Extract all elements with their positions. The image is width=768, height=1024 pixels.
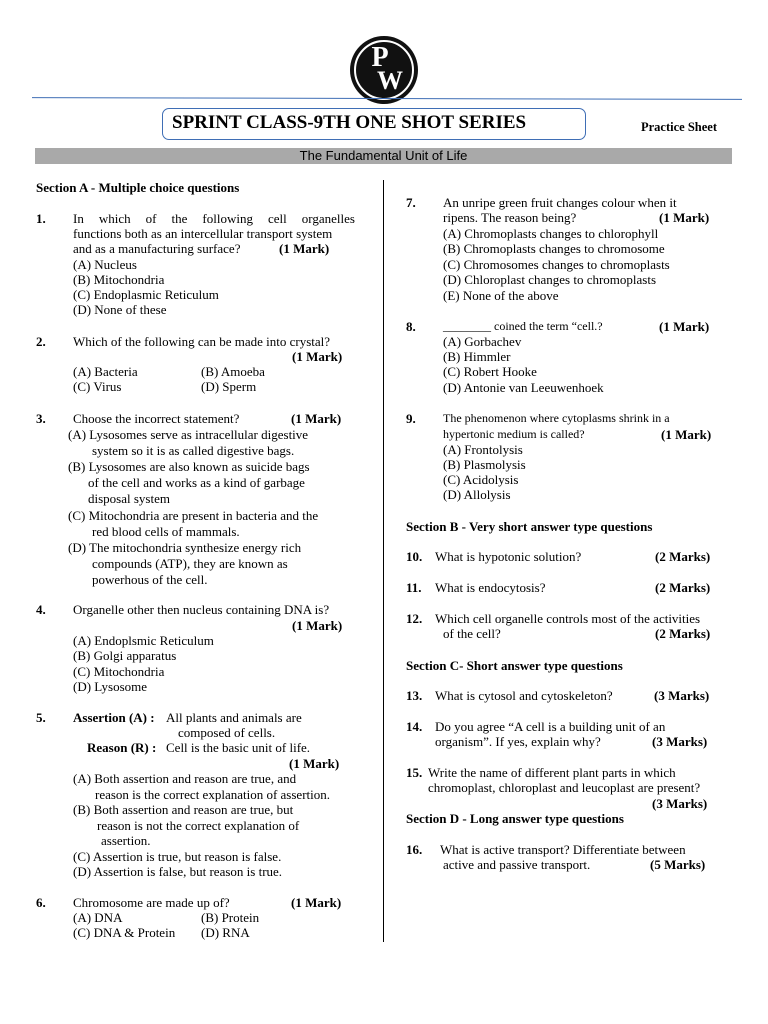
question-text: Which of the following can be made into crystal? [73, 334, 331, 349]
question-text: of the cell? [443, 626, 501, 641]
option: (A) Nucleus [73, 257, 137, 272]
question-text: In which of the following cell organelles [73, 211, 355, 226]
marks-label: (2 Marks) [655, 626, 711, 641]
marks-label: (1 Mark) [659, 210, 710, 225]
question-number: 12. [406, 611, 423, 626]
option: (B) Plasmolysis [443, 457, 526, 472]
statement: powerhous of the cell. [92, 572, 208, 587]
question-text: Do you agree “A cell is a building unit of an [435, 719, 666, 734]
question-text: functions both as an intercellular transport system [73, 226, 333, 241]
option: (D) Allolysis [443, 487, 511, 502]
section-b-heading: Section B - Very short answer type questions [406, 519, 653, 534]
option: (C) Virus [73, 379, 122, 394]
marks-label: (3 Marks) [652, 796, 708, 811]
column-divider [383, 180, 384, 942]
logo-letter-p: P [371, 42, 389, 73]
question-text: Organelle other then nucleus containing DNA is? [73, 602, 330, 617]
pw-logo [350, 36, 418, 104]
question-number: 16. [406, 842, 423, 857]
question-number: 9. [406, 411, 416, 426]
section-a-heading: Section A - Multiple choice questions [36, 180, 240, 195]
question-text: ripens. The reason being? [443, 210, 577, 225]
marks-label: (1 Mark) [661, 427, 712, 442]
option: (D) Lysosome [73, 679, 148, 694]
marks-label: (1 Mark) [291, 411, 342, 426]
question-text: Write the name of different plant parts in which [428, 765, 676, 780]
option: (B) Both assertion and reason are true, but [73, 802, 294, 817]
statement: system so it is as called digestive bags. [92, 443, 295, 458]
option: assertion. [101, 833, 151, 848]
assertion-text: composed of cells. [178, 725, 276, 740]
question-text: active and passive transport. [443, 857, 591, 872]
option: reason is the correct explanation of assertion. [95, 787, 330, 802]
option: (C) Robert Hooke [443, 364, 537, 379]
question-number: 14. [406, 719, 423, 734]
option: (B) Protein [201, 910, 260, 925]
practice-sheet-label: Practice Sheet [641, 120, 718, 134]
question-text: chromoplast, chloroplast and leucoplast are present? [428, 780, 701, 795]
question-text: What is hypotonic solution? [435, 549, 582, 564]
statement: red blood cells of mammals. [92, 524, 240, 539]
question-text: What is active transport? Differentiate between [440, 842, 686, 857]
question-number: 13. [406, 688, 423, 703]
marks-label: (1 Mark) [292, 349, 343, 364]
marks-label: (1 Mark) [289, 756, 340, 771]
marks-label: (1 Mark) [659, 319, 710, 334]
option: (A) Chromoplasts changes to chlorophyll [443, 226, 659, 241]
question-text: What is endocytosis? [435, 580, 546, 595]
marks-label: (5 Marks) [650, 857, 706, 872]
question-text: hypertonic medium is called? [443, 427, 585, 441]
option: (C) Chromosomes changes to chromoplasts [443, 257, 670, 272]
marks-label: (1 Mark) [292, 618, 343, 633]
question-number: 4. [36, 602, 46, 617]
marks-label: (3 Marks) [654, 688, 710, 703]
question-text: and as a manufacturing surface? [73, 241, 241, 256]
question-text: Chromosome are made up of? [73, 895, 230, 910]
marks-label: (2 Marks) [655, 549, 711, 564]
option: (C) Endoplasmic Reticulum [73, 287, 219, 302]
question-text: What is cytosol and cytoskeleton? [435, 688, 613, 703]
question-number: 15. [406, 765, 423, 780]
logo-letter-w: W [377, 66, 403, 95]
question-text: organism”. If yes, explain why? [435, 734, 601, 749]
question-number: 6. [36, 895, 46, 910]
option: (B) Golgi apparatus [73, 648, 177, 663]
section-d-heading: Section D - Long answer type questions [406, 811, 624, 826]
statement: disposal system [88, 491, 170, 506]
question-number: 1. [36, 211, 46, 226]
option: (C) Mitochondria [73, 664, 165, 679]
statement: (C) Mitochondria are present in bacteria and the [68, 508, 319, 523]
option: (A) Gorbachev [443, 334, 522, 349]
statement: compounds (ATP), they are known as [92, 556, 288, 571]
question-text: The phenomenon where cytoplasms shrink in a [443, 411, 670, 425]
question-number: 7. [406, 195, 416, 210]
option: (C) DNA & Protein [73, 925, 176, 940]
question-number: 3. [36, 411, 46, 426]
option: (D) Antonie van Leeuwenhoek [443, 380, 604, 395]
section-c-heading: Section C- Short answer type questions [406, 658, 623, 673]
question-text: Which cell organelle controls most of the activities [435, 611, 701, 626]
option: (E) None of the above [443, 288, 559, 303]
option: (A) DNA [73, 910, 123, 925]
question-text: An unripe green fruit changes colour when it [443, 195, 677, 210]
marks-label: (2 Marks) [655, 580, 711, 595]
marks-label: (3 Marks) [652, 734, 708, 749]
subject-bar: The Fundamental Unit of Life [35, 148, 732, 164]
option: (A) Endoplsmic Reticulum [73, 633, 214, 648]
page-title: SPRINT CLASS-9TH ONE SHOT SERIES [172, 112, 527, 133]
option: (D) Sperm [201, 379, 257, 394]
option: (C) Assertion is true, but reason is false. [73, 849, 282, 864]
assertion-label: Assertion (A) : [73, 710, 155, 725]
statement: of the cell and works as a kind of garbage [88, 475, 305, 490]
option: (A) Frontolysis [443, 442, 523, 457]
option: (B) Himmler [443, 349, 511, 364]
option: (C) Acidolysis [443, 472, 519, 487]
option: (D) RNA [201, 925, 250, 940]
reason-text: Cell is the basic unit of life. [166, 740, 311, 755]
question-text: Choose the incorrect statement? [73, 411, 240, 426]
marks-label: (1 Mark) [291, 895, 342, 910]
question-number: 8. [406, 319, 416, 334]
option: (A) Both assertion and reason are true, and [73, 771, 297, 786]
question-number: 5. [36, 710, 46, 725]
question-text: ________ coined the term “cell.? [443, 319, 603, 333]
option: (B) Amoeba [201, 364, 265, 379]
assertion-text: All plants and animals are [166, 710, 302, 725]
option: (B) Mitochondria [73, 272, 165, 287]
option: (B) Chromoplasts changes to chromosome [443, 241, 665, 256]
statement: (B) Lysosomes are also known as suicide bags [68, 459, 310, 474]
option: reason is not the correct explanation of [97, 818, 300, 833]
question-number: 11. [406, 580, 422, 595]
question-number: 10. [406, 549, 423, 564]
marks-label: (1 Mark) [279, 241, 330, 256]
option: (D) Assertion is false, but reason is true. [73, 864, 283, 879]
question-number: 2. [36, 334, 46, 349]
statement: (D) The mitochondria synthesize energy rich [68, 540, 302, 555]
option: (A) Bacteria [73, 364, 138, 379]
option: (D) None of these [73, 302, 167, 317]
option: (D) Chloroplast changes to chromoplasts [443, 272, 657, 287]
reason-label: Reason (R) : [87, 740, 157, 755]
statement: (A) Lysosomes serve as intracellular digestive [68, 427, 309, 442]
